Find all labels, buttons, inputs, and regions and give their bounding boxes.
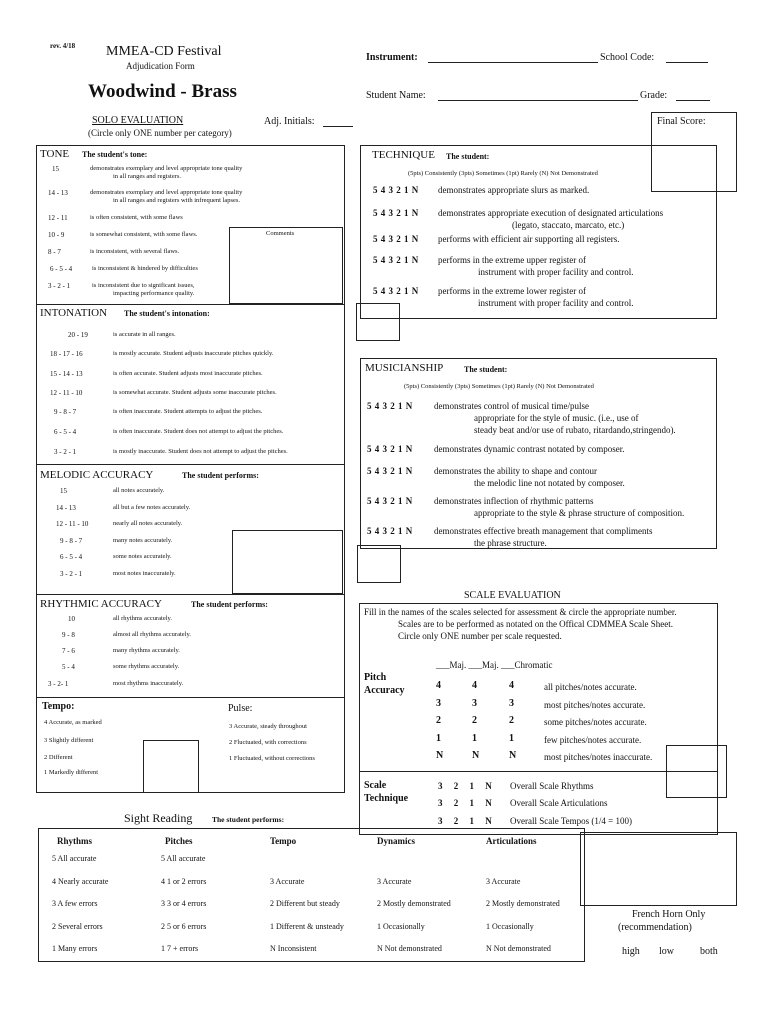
musicianship-rating-scale[interactable]: 5 4 3 2 1 N	[367, 444, 413, 454]
rhythmic-title: RHYTHMIC ACCURACY	[40, 598, 162, 610]
musicianship-criterion-cont: appropriate for the style of music. (i.e., use of	[474, 413, 639, 423]
scale-technique-rating[interactable]: 3 2 1 N	[438, 781, 492, 791]
tone-descriptor-cont: impacting performance quality.	[113, 290, 195, 297]
intonation-score[interactable]: 18 - 17 - 16	[50, 350, 83, 358]
sight-reading-header: Pitches	[165, 836, 193, 846]
technique-criterion: demonstrates appropriate execution of designated articulations	[438, 208, 664, 218]
melodic-descriptor: all but a few notes accurately.	[113, 504, 191, 511]
tone-descriptor: demonstrates exemplary and level appropriate tone quality	[90, 189, 243, 196]
musicianship-score-box[interactable]	[357, 545, 401, 583]
musicianship-criterion: demonstrates the ability to shape and contour	[434, 466, 597, 476]
intonation-descriptor: is accurate in all ranges.	[113, 331, 176, 338]
french-horn-high[interactable]: high	[622, 946, 640, 957]
scale-technique-label-2: Technique	[364, 793, 409, 804]
intonation-descriptor: is often accurate. Student adjusts most inaccurate pitches.	[113, 370, 263, 377]
french-horn-both[interactable]: both	[700, 946, 718, 957]
melodic-subtitle: The student performs:	[182, 471, 259, 480]
tone-descriptor: is inconsistent due to significant issues,	[92, 282, 195, 289]
intonation-score[interactable]: 15 - 14 - 13	[50, 370, 83, 378]
rhythmic-descriptor: almost all rhythms accurately.	[113, 631, 191, 638]
sight-reading-option[interactable]: N Inconsistent	[270, 944, 317, 953]
sight-reading-option[interactable]: 5 All accurate	[161, 854, 206, 863]
sight-reading-panel	[38, 828, 585, 962]
pitch-descriptor: most pitches/notes accurate.	[544, 700, 646, 710]
technique-criterion: performs with efficient air supporting all registers.	[438, 234, 620, 244]
sight-reading-option[interactable]: 2 Mostly demonstrated	[377, 899, 451, 908]
intonation-score[interactable]: 6 - 5 - 4	[54, 428, 77, 436]
technique-criterion: performs in the extreme upper register of	[438, 255, 586, 265]
technique-rating-scale[interactable]: 5 4 3 2 1 N	[373, 255, 419, 265]
tone-score[interactable]: 12 - 11	[48, 214, 68, 222]
pitch-score-scale2[interactable]: 4	[472, 680, 477, 691]
sight-reading-option[interactable]: 1 Different & unsteady	[270, 922, 344, 931]
scale-columns[interactable]: ___Maj. ___Maj. ___Chromatic	[436, 660, 553, 670]
musicianship-criterion-cont: the melodic line not notated by composer.	[474, 478, 625, 488]
sight-reading-option[interactable]: 5 All accurate	[52, 854, 97, 863]
pitch-score-scale2[interactable]: N	[472, 750, 480, 761]
comments-label: Comments	[266, 230, 295, 237]
musicianship-legend: (5pts) Consistently (3pts) Sometimes (1pt) Rarely (N) Not Demonstrated	[404, 383, 594, 390]
tone-score[interactable]: 14 - 13	[48, 189, 68, 197]
musicianship-criterion-cont: steady beat and/or use of rubato, ritardando,stringendo).	[474, 425, 676, 435]
musicianship-criterion: demonstrates control of musical time/pulse	[434, 401, 589, 411]
tone-descriptor: is often consistent, with some flaws	[90, 214, 183, 221]
pitch-accuracy-label-2: Accuracy	[364, 685, 405, 696]
scale-technique-label: Scale	[364, 780, 387, 791]
divider	[36, 697, 345, 698]
sight-reading-option[interactable]: 4 1 or 2 errors	[161, 877, 207, 886]
pulse-option[interactable]: 2 Fluctuated, with corrections	[229, 739, 307, 746]
pitch-score-scale1[interactable]: 3	[436, 698, 441, 709]
sight-reading-option[interactable]: 2 5 or 6 errors	[161, 922, 207, 931]
tempo-option[interactable]: 1 Markedly different	[44, 769, 99, 776]
melodic-score[interactable]: 15	[60, 487, 67, 495]
intonation-descriptor: is somewhat accurate. Student adjusts some inaccurate pitches.	[113, 389, 277, 396]
sight-reading-option[interactable]: 3 Accurate	[377, 877, 412, 886]
sight-reading-header: Dynamics	[377, 836, 415, 846]
melodic-descriptor: all notes accurately.	[113, 487, 165, 494]
musicianship-criterion: demonstrates inflection of rhythmic patterns	[434, 496, 594, 506]
sight-reading-option[interactable]: 3 A few errors	[52, 899, 98, 908]
rhythmic-descriptor: many rhythms accurately.	[113, 647, 180, 654]
musicianship-criterion-cont: the phrase structure.	[474, 538, 547, 548]
scale-intro-line2: Scales are to be performed as notated on the Offical CDMMEA Scale Sheet.	[398, 619, 674, 629]
musicianship-criterion: demonstrates effective breath management that compliments	[434, 526, 653, 536]
sight-reading-option[interactable]: 1 Many errors	[52, 944, 98, 953]
sight-reading-option[interactable]: 2 Several errors	[52, 922, 103, 931]
melodic-score[interactable]: 9 - 8 - 7	[60, 537, 83, 545]
rhythmic-descriptor: most rhythms inaccurately.	[113, 680, 184, 687]
melodic-score[interactable]: 6 - 5 - 4	[60, 553, 83, 561]
pitch-score-chromatic[interactable]: 1	[509, 733, 514, 744]
technique-legend: (5pts) Consistently (3pts) Sometimes (1pt) Rarely (N) Not Demonstrated	[408, 170, 598, 177]
sight-reading-option[interactable]: N Not demonstrated	[486, 944, 551, 953]
french-horn-title: French Horn Only	[632, 909, 706, 920]
divider	[36, 304, 345, 305]
tempo-option[interactable]: 2 Different	[44, 754, 73, 761]
rhythmic-descriptor: some rhythms accurately.	[113, 663, 180, 670]
tone-descriptor: demonstrates exemplary and level appropriate tone quality	[90, 165, 243, 172]
sight-reading-option[interactable]: 2 Mostly demonstrated	[486, 899, 560, 908]
melodic-descriptor: some notes accurately.	[113, 553, 172, 560]
melodic-title: MELODIC ACCURACY	[40, 469, 154, 481]
tone-score[interactable]: 8 - 7	[48, 248, 61, 256]
tone-descriptor: is inconsistent, with several flaws.	[90, 248, 180, 255]
pitch-score-scale1[interactable]: 4	[436, 680, 441, 691]
form-title: Woodwind - Brass	[88, 81, 237, 102]
solo-evaluation-heading: SOLO EVALUATION	[92, 115, 184, 126]
french-horn-subtitle: (recommendation)	[618, 922, 692, 933]
musicianship-criterion-cont: appropriate to the style & phrase structure of composition.	[474, 508, 685, 518]
pitch-score-chromatic[interactable]: N	[509, 750, 517, 761]
pitch-score-chromatic[interactable]: 4	[509, 680, 514, 691]
scale-score-box[interactable]	[666, 745, 727, 798]
melodic-descriptor: most notes inaccurately.	[113, 570, 176, 577]
sight-reading-title: Sight Reading	[124, 811, 193, 825]
technique-score-box[interactable]	[356, 303, 400, 341]
student-name-field[interactable]	[438, 100, 638, 101]
technique-title: TECHNIQUE	[372, 149, 435, 161]
sight-reading-option[interactable]: 1 7 + errors	[161, 944, 199, 953]
intonation-score[interactable]: 9 - 8 - 7	[54, 408, 77, 416]
school-code-label: School Code:	[600, 52, 655, 63]
pitch-descriptor: most pitches/notes inaccurate.	[544, 752, 653, 762]
sight-reading-subtitle: The student performs:	[212, 815, 285, 824]
pitch-descriptor: some pitches/notes accurate.	[544, 717, 647, 727]
musicianship-criterion: demonstrates dynamic contrast notated by composer.	[434, 444, 625, 454]
melodic-score[interactable]: 14 - 13	[56, 504, 76, 512]
tone-comments-box[interactable]	[229, 227, 343, 304]
scale-technique-criterion: Overall Scale Tempos (1/4 = 100)	[510, 816, 633, 826]
circle-note: (Circle only ONE number per category)	[88, 128, 232, 138]
tone-descriptor-cont: in all ranges and registers with infrequent lapses.	[113, 197, 241, 204]
intonation-score[interactable]: 12 - 11 - 10	[50, 389, 83, 397]
grade-field[interactable]	[676, 100, 710, 101]
technique-criterion: performs in the extreme lower register of	[438, 286, 586, 296]
musicianship-title: MUSICIANSHIP	[365, 362, 444, 374]
technique-criterion-cont: instrument with proper facility and control.	[478, 298, 634, 308]
rhythmic-score[interactable]: 9 - 8	[62, 631, 75, 639]
pulse-option[interactable]: 1 Fluctuated, without corrections	[229, 755, 315, 762]
revision: rev. 4/18	[50, 42, 76, 50]
sight-reading-header: Rhythms	[57, 836, 93, 846]
pitch-descriptor: few pitches/notes accurate.	[544, 735, 642, 745]
tone-score[interactable]: 3 - 2 - 1	[48, 282, 71, 290]
pitch-score-scale1[interactable]: 2	[436, 715, 441, 726]
tone-descriptor-cont: in all ranges and registers.	[113, 173, 182, 180]
scale-technique-criterion: Overall Scale Articulations	[510, 798, 608, 808]
pitch-descriptor: all pitches/notes accurate.	[544, 682, 637, 692]
musicianship-subtitle: The student:	[464, 365, 508, 374]
technique-criterion: demonstrates appropriate slurs as marked.	[438, 185, 590, 195]
tempo-score-box[interactable]	[143, 740, 199, 793]
intonation-score[interactable]: 3 - 2 - 1	[54, 448, 77, 456]
tempo-option[interactable]: 3 Slightly different	[44, 737, 94, 744]
pitch-score-scale1[interactable]: 1	[436, 733, 441, 744]
tone-score[interactable]: 6 - 5 - 4	[50, 265, 73, 273]
intonation-descriptor: is often inaccurate. Student does not attempt to adjust the pitches.	[113, 428, 284, 435]
student-name-label: Student Name:	[366, 90, 426, 101]
pitch-score-scale2[interactable]: 2	[472, 715, 477, 726]
sight-reading-option[interactable]: 1 Occasionally	[486, 922, 534, 931]
musicianship-rating-scale[interactable]: 5 4 3 2 1 N	[367, 466, 413, 476]
tone-subtitle: The student's tone:	[82, 150, 148, 159]
sight-reading-option[interactable]: 3 Accurate	[486, 877, 521, 886]
melodic-descriptor: many notes accurately.	[113, 537, 173, 544]
tempo-option[interactable]: 4 Accurate, as marked	[44, 719, 102, 726]
sight-reading-score-box[interactable]	[580, 832, 737, 906]
pitch-score-scale2[interactable]: 3	[472, 698, 477, 709]
intonation-descriptor: is mostly accurate. Student adjusts inaccurate pitches quickly.	[113, 350, 274, 357]
musicianship-rating-scale[interactable]: 5 4 3 2 1 N	[367, 526, 413, 536]
rhythmic-score[interactable]: 5 - 4	[62, 663, 75, 671]
pulse-option[interactable]: 3 Accurate, steady throughout	[229, 723, 307, 730]
sight-reading-option[interactable]: 4 Nearly accurate	[52, 877, 109, 886]
form-label: Adjudication Form	[126, 61, 195, 71]
technique-rating-scale[interactable]: 5 4 3 2 1 N	[373, 234, 419, 244]
tone-descriptor: is inconsistent & hindered by difficulties	[92, 265, 198, 272]
technique-rating-scale[interactable]: 5 4 3 2 1 N	[373, 208, 419, 218]
musicianship-rating-scale[interactable]: 5 4 3 2 1 N	[367, 496, 413, 506]
sight-reading-option[interactable]: 3 Accurate	[270, 877, 305, 886]
tone-score[interactable]: 15	[52, 165, 59, 173]
melodic-comments-box[interactable]	[232, 530, 343, 594]
intonation-descriptor: is often inaccurate. Student attempts to adjust the pitches.	[113, 408, 263, 415]
scale-intro-line1: Fill in the names of the scales selected for assessment & circle the appropriate number.	[364, 607, 677, 617]
technique-criterion-cont: (legato, staccato, marcato, etc.)	[512, 220, 625, 230]
school-code-field[interactable]	[666, 62, 708, 63]
tempo-title: Tempo:	[42, 701, 75, 712]
musicianship-rating-scale[interactable]: 5 4 3 2 1 N	[367, 401, 413, 411]
festival-name: MMEA-CD Festival	[106, 44, 222, 59]
intonation-descriptor: is mostly inaccurate. Student does not attempt to adjust the pitches.	[113, 448, 288, 455]
adj-initials-label: Adj. Initials:	[264, 116, 315, 127]
adj-initials-field[interactable]	[323, 126, 353, 127]
pitch-accuracy-label: Pitch	[364, 672, 387, 683]
instrument-label: Instrument:	[366, 52, 418, 63]
divider	[359, 771, 718, 772]
divider	[36, 464, 345, 465]
tone-score[interactable]: 10 - 9	[48, 231, 65, 239]
melodic-descriptor: nearly all notes accurately.	[113, 520, 183, 527]
rhythmic-subtitle: The student performs:	[191, 600, 268, 609]
technique-rating-scale[interactable]: 5 4 3 2 1 N	[373, 286, 419, 296]
intonation-subtitle: The student's intonation:	[124, 309, 210, 318]
scale-intro-line3: Circle only ONE number per scale requested.	[398, 631, 562, 641]
sight-reading-option[interactable]: 1 Occasionally	[377, 922, 425, 931]
pitch-score-chromatic[interactable]: 3	[509, 698, 514, 709]
sight-reading-header: Tempo	[270, 836, 297, 846]
french-horn-low[interactable]: low	[659, 946, 674, 957]
scale-technique-rating[interactable]: 3 2 1 N	[438, 798, 492, 808]
scale-technique-criterion: Overall Scale Rhythms	[510, 781, 594, 791]
technique-subtitle: The student:	[446, 152, 490, 161]
final-score-label: Final Score:	[657, 116, 706, 127]
pitch-score-scale1[interactable]: N	[436, 750, 444, 761]
tone-title: TONE	[40, 148, 70, 160]
melodic-score[interactable]: 12 - 11 - 10	[56, 520, 89, 528]
grade-label: Grade:	[640, 90, 668, 101]
intonation-title: INTONATION	[40, 307, 108, 319]
rhythmic-score[interactable]: 3 - 2- 1	[48, 680, 69, 688]
scale-technique-rating[interactable]: 3 2 1 N	[438, 816, 492, 826]
melodic-score[interactable]: 3 - 2 - 1	[60, 570, 83, 578]
tone-descriptor: is somewhat consistent, with some flaws.	[90, 231, 198, 238]
intonation-score[interactable]: 20 - 19	[68, 331, 88, 339]
pulse-title: Pulse:	[228, 703, 253, 714]
technique-rating-scale[interactable]: 5 4 3 2 1 N	[373, 185, 419, 195]
divider	[36, 594, 345, 595]
sight-reading-option[interactable]: 3 3 or 4 errors	[161, 899, 207, 908]
pitch-score-chromatic[interactable]: 2	[509, 715, 514, 726]
rhythmic-score[interactable]: 7 - 6	[62, 647, 75, 655]
technique-criterion-cont: instrument with proper facility and control.	[478, 267, 634, 277]
rhythmic-descriptor: all rhythms accurately.	[113, 615, 172, 622]
sight-reading-option[interactable]: 2 Different but steady	[270, 899, 340, 908]
scale-evaluation-title: SCALE EVALUATION	[464, 590, 561, 601]
sight-reading-header: Articulations	[486, 836, 537, 846]
sight-reading-option[interactable]: N Not demonstrated	[377, 944, 442, 953]
instrument-field[interactable]	[428, 62, 598, 63]
rhythmic-score[interactable]: 10	[68, 615, 75, 623]
pitch-score-scale2[interactable]: 1	[472, 733, 477, 744]
